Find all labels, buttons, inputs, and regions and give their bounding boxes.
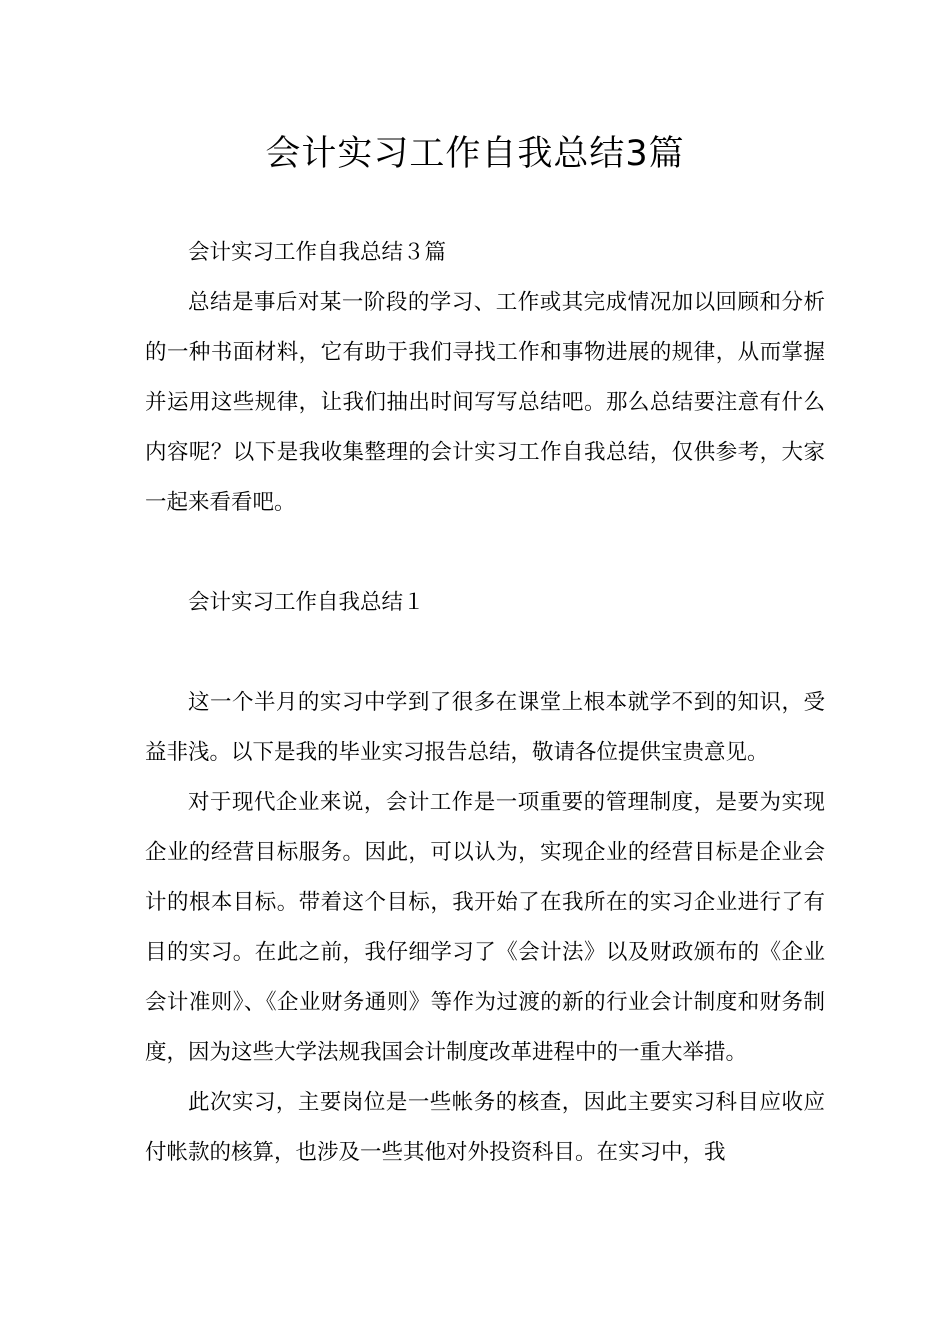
spacer bbox=[145, 528, 825, 578]
body-paragraph: 此次实习，主要岗位是一些帐务的核查，因此主要实习科目应收应付帐款的核算，也涉及一些其他对外投资科目。在实习中，我 bbox=[145, 1090, 825, 1165]
body-paragraph: 这一个半月的实习中学到了很多在课堂上根本就学不到的知识，受益非浅。以下是我的毕业实习报告总结，敬请各位提供宝贵意见。 bbox=[145, 690, 825, 765]
document-subtitle: 会计实习工作自我总结３篇 bbox=[188, 240, 447, 265]
spacer bbox=[145, 628, 825, 678]
body-paragraph: 对于现代企业来说，会计工作是一项重要的管理制度，是要为实现企业的经营目标服务。因此，可以认为，实现企业的经营目标是企业会计的根本目标。带着这个目标，我开始了在我所在的实习企业进行了有目的实习。在此之前，我仔细学习了《会计法》以及财政颁布的《企业会计准则》、《企业财务通则》等作为过渡的新的行业会计制度和财务制度，因为这些大学法规我国会计制度改革进程中的一重大举措。 bbox=[145, 790, 825, 1065]
document-title: 会计实习工作自我总结3篇 bbox=[265, 134, 685, 174]
intro-paragraph: 总结是事后对某一阶段的学习、工作或其完成情况加以回顾和分析的一种书面材料，它有助于我们寻找工作和事物进展的规律，从而掌握并运用这些规律，让我们抽出时间写写总结吧。那么总结要注意有什么内容呢？以下是我收集整理的会计实习工作自我总结，仅供参考，大家一起来看看吧。 bbox=[145, 290, 825, 515]
section-heading: 会计实习工作自我总结１ bbox=[188, 590, 425, 615]
document-body bbox=[145, 228, 825, 1178]
